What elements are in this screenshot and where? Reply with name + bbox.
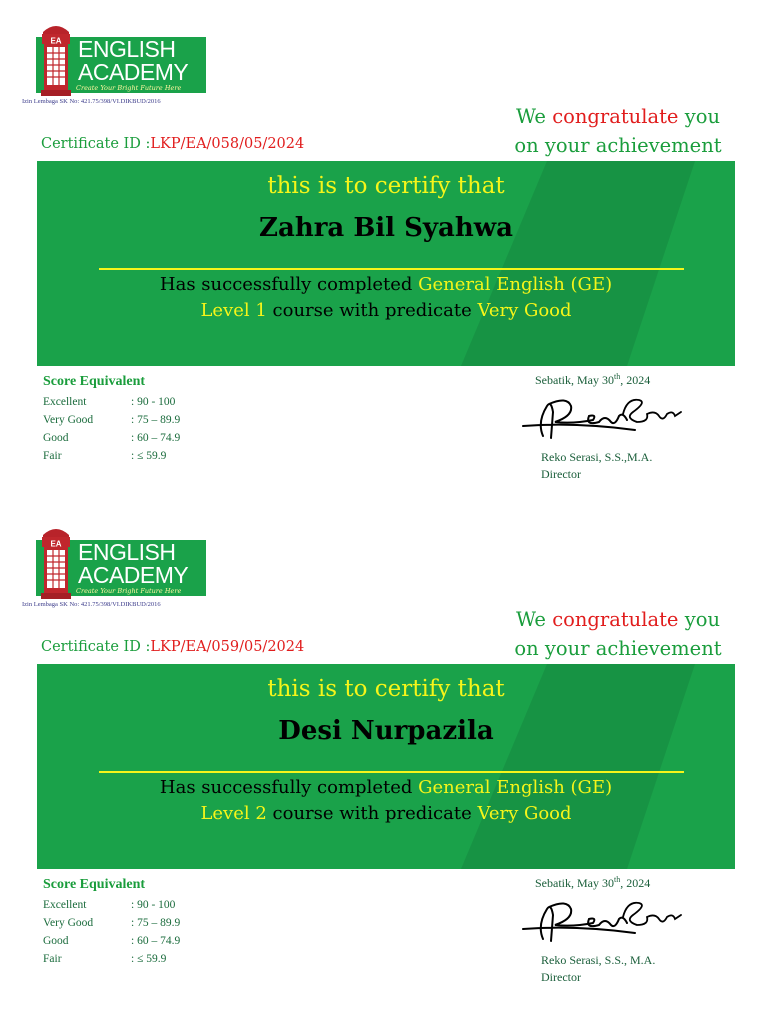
certificate-banner (37, 664, 735, 869)
level-predicate-line: Level 1 course with predicate Very Good (200, 300, 572, 321)
license-number: Izin Lembaga SK No: 421.75/398/VI.DIKBUD/2016 (22, 98, 161, 105)
score-title: Score Equivalent (43, 877, 146, 892)
congratulation-message: We congratulate you on your achievement (514, 608, 722, 660)
english-academy-logo (36, 525, 208, 601)
score-row (43, 393, 243, 411)
recipient-name: Zahra Bil Syahwa (259, 213, 513, 243)
score-row (43, 914, 243, 932)
score-row (43, 896, 243, 914)
director-role: Director (541, 970, 581, 984)
recipient-name: Desi Nurpazila (278, 716, 494, 746)
certify-heading: this is to certify that (267, 676, 505, 702)
divider-line (99, 268, 684, 270)
completion-line: Has successfully completed General English (GE) (159, 777, 613, 798)
logo-word-english: ENGLISH (78, 539, 176, 565)
director-signature (515, 392, 690, 446)
score-range: : ≤ 59.9 (131, 450, 167, 462)
score-row (43, 429, 243, 447)
score-range: : 90 - 100 (131, 396, 176, 408)
score-row (43, 411, 243, 429)
certify-heading: this is to certify that (267, 173, 505, 199)
score-label: Fair (43, 450, 62, 462)
score-label: Fair (43, 953, 62, 965)
signature-date: Sebatik, May 30th, 2024 (535, 875, 651, 890)
logo-word-academy: ACADEMY (78, 59, 189, 85)
score-range: : ≤ 59.9 (131, 953, 167, 965)
congratulation-message: We congratulate you on your achievement (514, 105, 722, 157)
english-academy-logo (36, 22, 208, 98)
score-range: : 90 - 100 (131, 899, 176, 911)
logo-word-academy: ACADEMY (78, 562, 189, 588)
score-range: : 75 – 89.9 (131, 414, 181, 426)
booth-label-svg (39, 34, 73, 46)
license-number: Izin Lembaga SK No: 421.75/398/VI.DIKBUD/2016 (22, 601, 161, 608)
score-row (43, 447, 243, 465)
score-label: Good (43, 935, 69, 947)
score-row (43, 932, 243, 950)
score-label: Very Good (43, 917, 94, 929)
director-signature (515, 895, 690, 949)
director-info (541, 449, 652, 483)
logo-word-english: ENGLISH (78, 36, 176, 62)
certificate-id: Certificate ID :LKP/EA/058/05/2024 (41, 136, 305, 152)
certificate-2 (0, 503, 768, 1003)
score-range: : 75 – 89.9 (131, 917, 181, 929)
certificate-banner (37, 161, 735, 366)
director-name: Reko Serasi, S.S., M.A. (541, 953, 656, 967)
certificate-1 (0, 0, 768, 500)
divider-line (99, 771, 684, 773)
director-info (541, 952, 655, 986)
booth-label-svg (39, 537, 73, 549)
score-label: Excellent (43, 396, 87, 408)
level-predicate-line: Level 2 course with predicate Very Good (200, 803, 572, 824)
score-title: Score Equivalent (43, 374, 146, 389)
director-name: Reko Serasi, S.S.,M.A. (541, 450, 653, 464)
signature-date: Sebatik, May 30th, 2024 (535, 372, 651, 387)
certificate-id: Certificate ID :LKP/EA/059/05/2024 (41, 639, 305, 655)
score-label: Good (43, 432, 69, 444)
director-role: Director (541, 467, 581, 481)
booth-label: EA (50, 539, 62, 549)
score-label: Very Good (43, 414, 94, 426)
score-label: Excellent (43, 899, 87, 911)
score-range: : 60 – 74.9 (131, 935, 181, 947)
booth-label: EA (50, 36, 62, 46)
logo-tagline: Create Your Bright Future Here (76, 84, 182, 92)
score-equivalent (43, 877, 243, 968)
logo-tagline: Create Your Bright Future Here (76, 587, 182, 595)
score-range: : 60 – 74.9 (131, 432, 181, 444)
score-row (43, 950, 243, 968)
score-equivalent (43, 374, 243, 465)
completion-line: Has successfully completed General English (GE) (159, 274, 613, 295)
